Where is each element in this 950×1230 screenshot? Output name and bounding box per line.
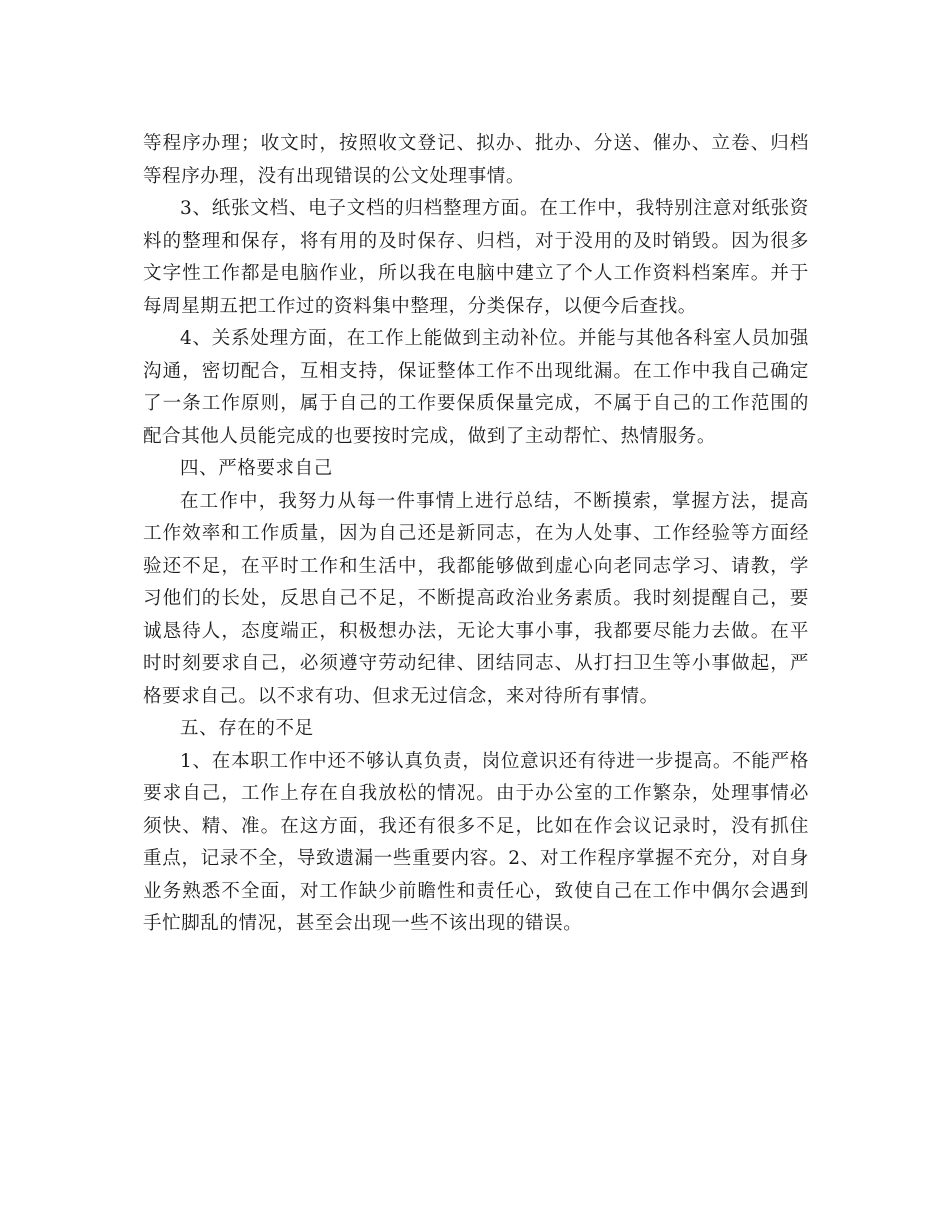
paragraph-self-improvement: 在工作中，我努力从每一件事情上进行总结，不断摸索，掌握方法，提高工作效率和工作质量，因为自己还是新同志，在为人处事、工作经验等方面经验还不足，在平时工作和生活中，我都能够做到虚心向老同志学习、请教，学习他们的长处，反思自己不足，不断提高政治业务素质。我时刻提醒自己，要诚恳待人，态度端正，积极想办法，无论大事小事，我都要尽能力去做。在平时时刻要求自己，必须遵守劳动纪律、团结同志、从打扫卫生等小事做起，严格要求自己。以不求有功、但求无过信念，来对待所有事情。: [143, 490, 809, 707]
paragraph-archiving: 3、纸张文档、电子文档的归档整理方面。在工作中，我特别注意对纸张资料的整理和保存，将有用的及时保存、归档，对于没用的及时销毁。因为很多文字性工作都是电脑作业，所以我在电脑中建立了个人工作资料档案库。并于每周星期五把工作过的资料集中整理，分类保存，以便今后查找。: [143, 198, 809, 317]
paragraph-shortcomings: 1、在本职工作中还不够认真负责，岗位意识还有待进一步提高。不能严格要求自己，工作上存在自我放松的情况。由于办公室的工作繁杂，处理事情必须快、精、准。在这方面，我还有很多不足，比如在作会议记录时，没有抓住重点，记录不全，导致遗漏一些重要内容。2、对工作程序掌握不充分，对自身业务熟悉不全面，对工作缺少前瞻性和责任心，致使自己在工作中偶尔会遇到手忙脚乱的情况，甚至会出现一些不该出现的错误。: [143, 750, 809, 934]
section-heading-strict-requirements: 四、严格要求自己: [180, 458, 333, 479]
section-heading-shortcomings: 五、存在的不足: [180, 718, 314, 739]
paragraph-document-processing: 等程序办理；收文时，按照收文登记、拟办、批办、分送、催办、立卷、归档等程序办理，没有出现错误的公文处理事情。: [143, 133, 809, 187]
document-body: [143, 128, 809, 941]
paragraph-relationships: 4、关系处理方面，在工作上能做到主动补位。并能与其他各科室人员加强沟通，密切配合，互相支持，保证整体工作不出现纰漏。在工作中我自己确定了一条工作原则，属于自己的工作要保质保量完成，不属于自己的工作范围的配合其他人员能完成的也要按时完成，做到了主动帮忙、热情服务。: [143, 328, 809, 447]
